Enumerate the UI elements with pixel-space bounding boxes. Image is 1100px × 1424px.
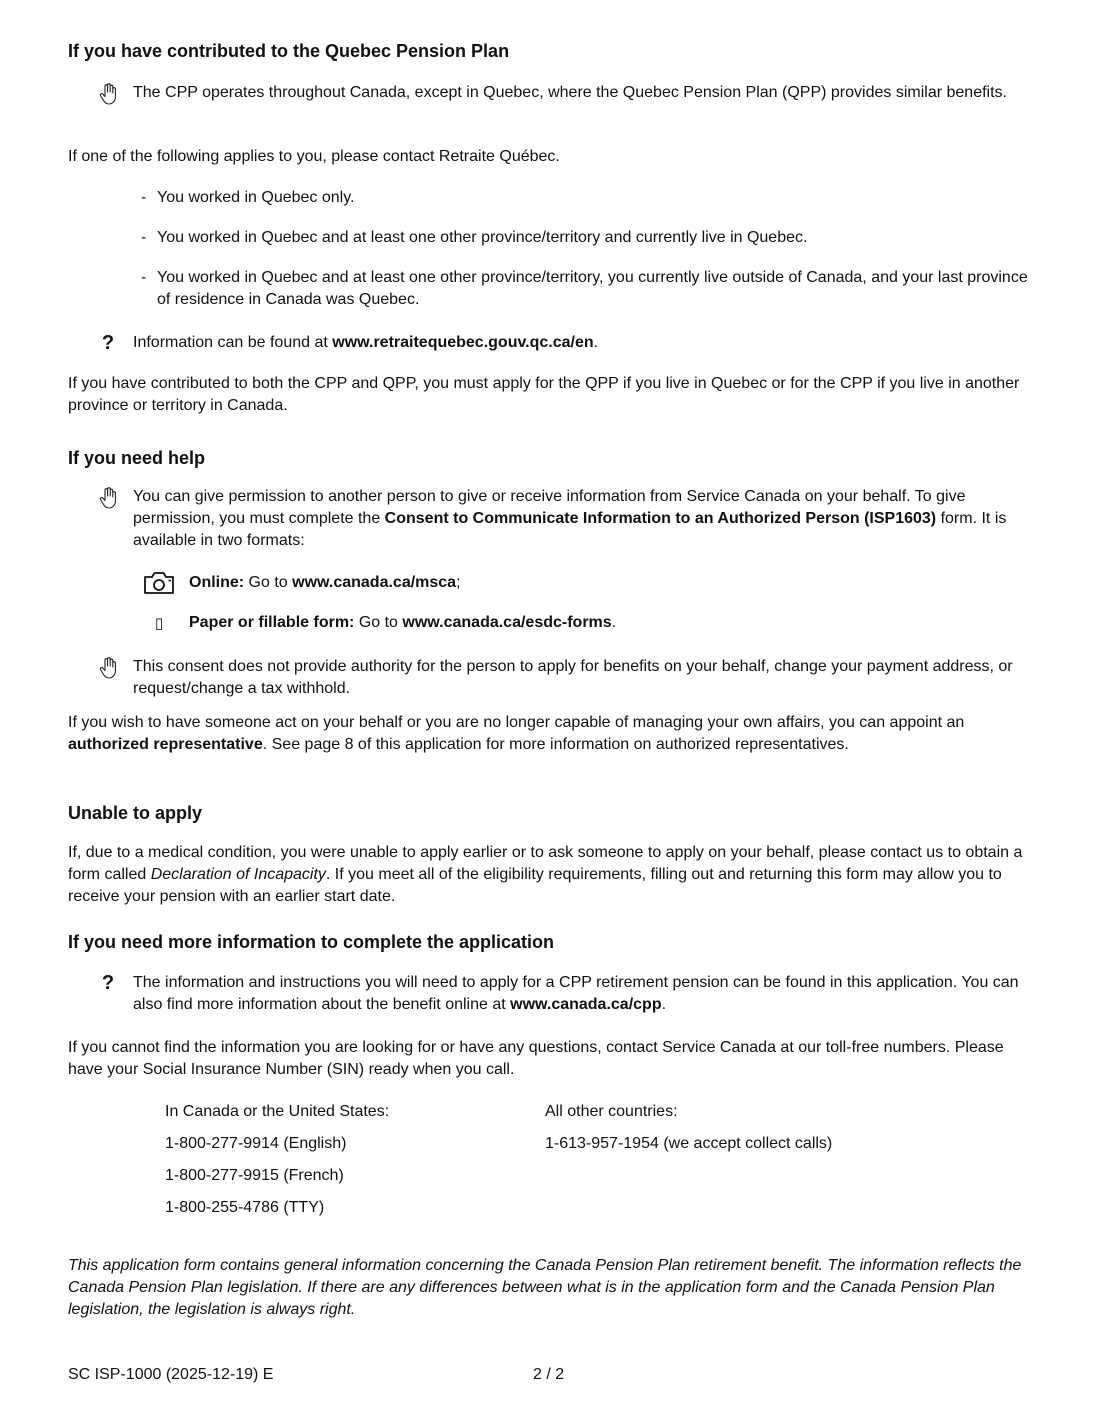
unable-heading: Unable to apply	[68, 803, 203, 823]
cpp-link[interactable]: www.canada.ca/cpp	[510, 996, 662, 1013]
phone-number: 1-800-277-9914 (English)	[165, 1135, 347, 1152]
more-info-heading: If you need more information to complete the application	[68, 932, 555, 952]
form-id: SC ISP-1000 (2025-12-19) E	[68, 1366, 274, 1383]
pointing-hand-icon	[96, 82, 120, 106]
other-countries-label: All other countries:	[545, 1103, 678, 1120]
phone-number: 1-800-277-9915 (French)	[165, 1167, 344, 1184]
pointing-hand-icon	[96, 656, 120, 680]
consent-limit-text: This consent does not provide authority for the person to apply for benefits on your behalf, change your payment address, or request/change a tax withhold.	[133, 658, 1013, 697]
pointing-hand-icon	[96, 486, 120, 510]
quebec-both-paragraph: If you have contributed to both the CPP and QPP, you must apply for the QPP if you live in Quebec or for the CPP if you live in another province or territory in Canada.	[68, 375, 1020, 414]
contact-paragraph: If you cannot find the information you are looking for or have any questions, contact Service Canada at our toll-free numbers. Please have your Social Insurance Number (SIN) ready when you call.	[68, 1039, 1004, 1078]
page-number: 2 / 2	[533, 1366, 565, 1383]
disclaimer: This application form contains general information concerning the Canada Pension Plan retirement benefit. The information reflects the Canada Pension Plan legislation. If there are any differences between what is in the application form and the Canada Pension Plan legislation, the legislation is always right.	[68, 1257, 1022, 1318]
consent-form-name: Consent to Communicate Information to an Authorized Person (ISP1603)	[384, 510, 937, 527]
phone-number: 1-800-255-4786 (TTY)	[165, 1199, 325, 1216]
question-mark-icon: ?	[101, 972, 115, 994]
camera-icon	[142, 570, 176, 596]
authorized-rep-paragraph: If you wish to have someone act on your behalf or you are no longer capable of managing your own affairs, you can appoint an authorized representative. See page 8 of this application for more information on authorized representatives.	[68, 714, 965, 753]
retraitequebec-link[interactable]: www.retraitequebec.gouv.qc.ca/en	[332, 334, 594, 351]
help-heading: If you need help	[68, 448, 206, 468]
msca-link[interactable]: www.canada.ca/msca	[292, 574, 457, 591]
esdc-forms-link[interactable]: www.canada.ca/esdc-forms	[402, 614, 612, 631]
quebec-note-text: The CPP operates throughout Canada, except in Quebec, where the Quebec Pension Plan (QPP) provides similar benefits.	[133, 84, 1007, 101]
canada-us-label: In Canada or the United States:	[165, 1103, 390, 1120]
question-mark-icon: ?	[101, 332, 115, 354]
phone-number: 1-613-957-1954 (we accept collect calls)	[545, 1135, 833, 1152]
quebec-heading: If you have contributed to the Quebec Pension Plan	[68, 41, 510, 61]
unable-paragraph: If, due to a medical condition, you were unable to apply earlier or to ask someone to apply on your behalf, please contact us to obtain a form called Declaration of Incapacity. If you meet all of the eligibility requirements, filling out and returning this form may allow you to receive your pension with an earlier start date.	[68, 844, 1023, 905]
quebec-intro: If one of the following applies to you, please contact Retraite Québec.	[68, 148, 560, 165]
document-icon: ▯	[154, 614, 164, 632]
help-note-text: You can give permission to another person to give or receive information from Service Canada on your behalf. To give permission, you must complete the Consent to Communicate Information to an Authorized Person (ISP1603) form. It is available in two formats:	[133, 488, 1007, 549]
